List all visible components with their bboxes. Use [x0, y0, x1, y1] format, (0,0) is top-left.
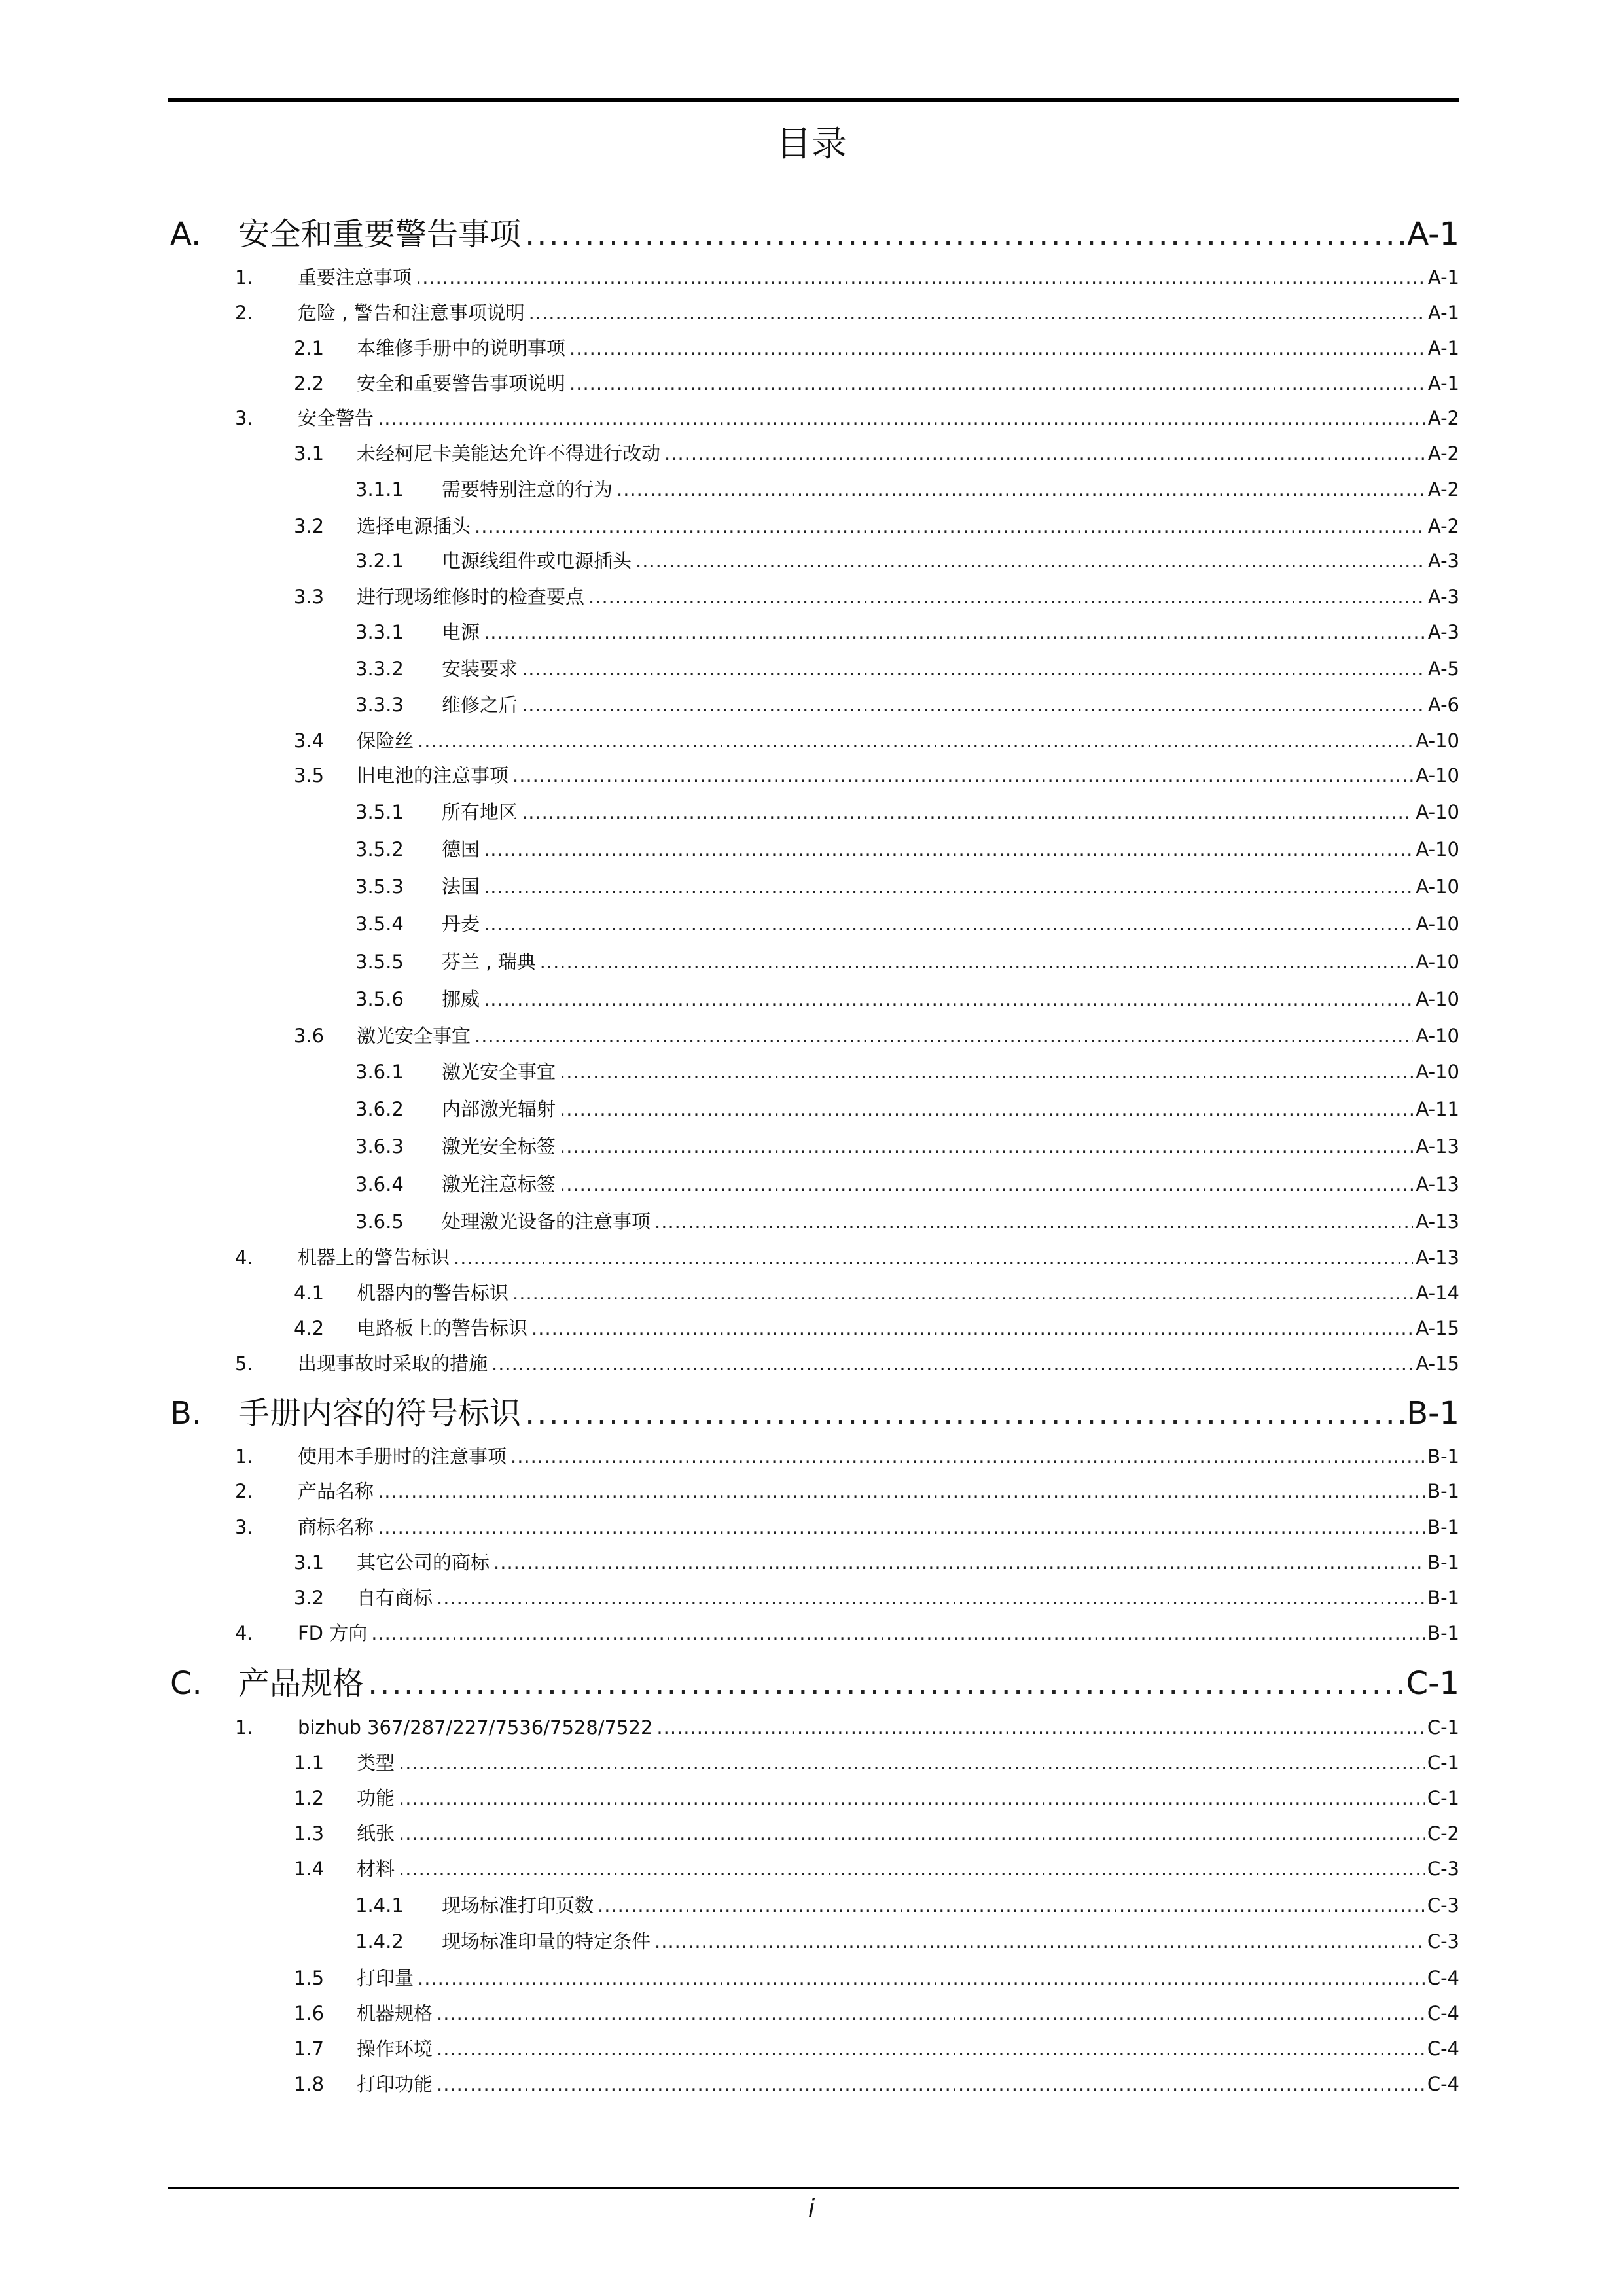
toc-entry-page: A-11	[1416, 1098, 1459, 1120]
toc-entry-page: A-10	[1416, 801, 1459, 823]
toc-entry-title: 旧电池的注意事项	[357, 764, 509, 786]
dot-leader	[597, 1890, 1425, 1921]
toc-entry-page: A-3	[1427, 586, 1459, 608]
toc-entry-page: A-3	[1427, 550, 1459, 572]
toc-entry[interactable]	[168, 1890, 1459, 1921]
toc-entry-page: B-1	[1427, 1587, 1459, 1609]
toc-entry-page: A-10	[1416, 913, 1459, 935]
toc-section-entry[interactable]	[168, 1661, 1459, 1706]
toc-entry-number: 1.3	[294, 1822, 325, 1845]
toc-entry[interactable]	[168, 1962, 1459, 1994]
dot-leader	[437, 2068, 1425, 2100]
dot-leader	[418, 1962, 1425, 1994]
toc-entry[interactable]	[168, 1926, 1459, 1957]
toc-entry-title: 激光安全事宜	[442, 1061, 556, 1083]
toc-entry-page: C-1	[1427, 1716, 1459, 1739]
toc-entry-page: A-15	[1416, 1317, 1459, 1339]
toc-entry-page: A-6	[1427, 694, 1459, 716]
toc-entry-title: 安装要求	[442, 658, 518, 680]
toc-entry-number: 3.5.4	[355, 913, 404, 935]
toc-entry[interactable]	[168, 1782, 1459, 1814]
toc-entry-number: 3.5.1	[355, 801, 404, 823]
toc-entry-page: B-1	[1427, 1480, 1459, 1502]
toc-entry[interactable]	[168, 725, 1459, 756]
toc-entry[interactable]	[168, 946, 1459, 978]
toc-entry-page: A-1	[1427, 337, 1459, 359]
toc-entry[interactable]	[168, 438, 1459, 469]
toc-entry-page: A-13	[1416, 1173, 1459, 1195]
toc-entry-title: 安全和重要警告事项	[238, 216, 522, 253]
toc-entry[interactable]	[168, 653, 1459, 684]
dot-leader	[399, 1818, 1425, 1849]
toc-entry-title: 所有地区	[442, 801, 518, 823]
toc-entry-page: A-3	[1427, 621, 1459, 643]
dot-leader	[437, 1998, 1425, 2029]
toc-entry[interactable]	[168, 1093, 1459, 1125]
toc-entry-title: 安全和重要警告事项说明	[357, 372, 566, 395]
toc-entry-title: 电路板上的警告标识	[357, 1317, 528, 1339]
dot-leader	[560, 1131, 1413, 1162]
dot-leader	[484, 616, 1425, 648]
toc-entry-number: 3.	[235, 407, 253, 429]
toc-entry-page: B-1	[1427, 1445, 1459, 1468]
toc-entry-page: C-1	[1427, 1752, 1459, 1774]
dot-leader	[378, 1475, 1425, 1507]
toc-entry-title: 电源线组件或电源插头	[442, 550, 632, 572]
toc-entry-title: 现场标准印量的特定条件	[442, 1930, 651, 1952]
toc-entry-title: 材料	[357, 1858, 395, 1880]
toc-entry[interactable]	[168, 1582, 1459, 1614]
toc-entry[interactable]	[168, 2068, 1459, 2100]
toc-entry-number: C.	[170, 1665, 202, 1702]
dot-leader	[588, 581, 1425, 612]
toc-entry-number: 1.	[235, 266, 253, 289]
dot-leader	[540, 946, 1414, 978]
toc-entry-page: C-4	[1427, 2073, 1459, 2095]
dot-leader	[399, 1853, 1425, 1884]
dot-leader	[474, 1020, 1413, 1051]
dot-leader	[399, 1747, 1425, 1778]
toc-entry[interactable]	[168, 1747, 1459, 1778]
toc-entry-title: 选择电源插头	[357, 515, 471, 537]
toc-entry-title: 芬兰 , 瑞典	[442, 951, 536, 973]
toc-entry-page: A-2	[1427, 407, 1459, 429]
toc-entry[interactable]	[168, 1131, 1459, 1162]
toc-entry-number: 3.3.1	[355, 621, 404, 643]
toc-entry-number: 3.1	[294, 442, 325, 465]
toc-entry-number: 3.4	[294, 730, 325, 752]
toc-entry[interactable]	[168, 1547, 1459, 1578]
toc-entry-title: 手册内容的符号标识	[238, 1395, 522, 1432]
dot-leader	[437, 1582, 1425, 1614]
toc-entry-title: 激光安全事宜	[357, 1025, 471, 1047]
toc-entry[interactable]	[168, 908, 1459, 940]
toc-entry-number: 1.	[235, 1716, 253, 1739]
toc-section-entry[interactable]	[168, 211, 1459, 257]
toc-entry[interactable]	[168, 983, 1459, 1015]
toc-entry-page: C-3	[1427, 1930, 1459, 1952]
toc-entry-title: 商标名称	[298, 1516, 374, 1538]
toc-entry[interactable]	[168, 1853, 1459, 1884]
toc-entry-title: 机器上的警告标识	[298, 1246, 450, 1269]
toc-entry[interactable]	[168, 1056, 1459, 1087]
toc-entry-page: A-10	[1416, 764, 1459, 786]
dot-leader	[491, 1348, 1413, 1379]
toc-entry-title: 维修之后	[442, 694, 518, 716]
toc-entry-number: 3.5.6	[355, 988, 404, 1010]
toc-entry-number: 3.3	[294, 586, 325, 608]
toc-entry-page: A-13	[1416, 1210, 1459, 1233]
toc-entry-page: A-10	[1416, 730, 1459, 752]
toc-entry-number: 1.	[235, 1445, 253, 1468]
toc-entry[interactable]	[168, 1169, 1459, 1200]
toc-entry[interactable]	[168, 1020, 1459, 1051]
toc-entry-title: 保险丝	[357, 730, 414, 752]
toc-entry-page: A-10	[1416, 1061, 1459, 1083]
toc-entry[interactable]	[168, 545, 1459, 576]
dot-leader	[654, 1206, 1413, 1237]
toc-entry-number: 4.1	[294, 1282, 325, 1304]
toc-entry-page: C-1	[1427, 1787, 1459, 1809]
toc-entry-title: 产品规格	[238, 1665, 365, 1702]
dot-leader	[378, 402, 1425, 434]
dot-leader	[635, 545, 1425, 576]
toc-entry-page: B-1	[1427, 1516, 1459, 1538]
toc-entry-page: A-1	[1427, 372, 1459, 395]
dot-leader	[656, 1712, 1424, 1743]
toc-entry-number: A.	[170, 216, 202, 253]
toc-entry-title: 激光注意标签	[442, 1173, 556, 1195]
dot-leader	[378, 1511, 1425, 1543]
toc-entry-page: A-13	[1416, 1246, 1459, 1269]
toc-entry[interactable]	[168, 402, 1459, 434]
toc-entry[interactable]	[168, 1712, 1459, 1743]
dot-leader	[437, 2033, 1425, 2064]
dot-leader	[560, 1169, 1413, 1200]
dot-leader	[454, 1242, 1413, 1273]
toc-entry-number: 3.6.4	[355, 1173, 404, 1195]
toc-entry[interactable]	[168, 1277, 1459, 1309]
dot-leader	[512, 760, 1413, 791]
toc-entry[interactable]	[168, 1617, 1459, 1649]
toc-entry-number: 3.2	[294, 515, 325, 537]
toc-entry-page: A-2	[1427, 515, 1459, 537]
dot-leader	[512, 1277, 1413, 1309]
toc-entry-page: A-10	[1416, 838, 1459, 860]
dot-leader	[664, 438, 1425, 469]
dot-leader	[522, 796, 1413, 828]
toc-entry-title: 进行现场维修时的检查要点	[357, 586, 585, 608]
toc-entry-title: 操作环境	[357, 2038, 433, 2060]
toc-entry-number: 1.4	[294, 1858, 325, 1880]
toc-entry[interactable]	[168, 297, 1459, 328]
toc-entry[interactable]	[168, 474, 1459, 505]
dot-leader	[416, 262, 1425, 293]
toc-entry-title: 安全警告	[298, 407, 374, 429]
dot-leader	[525, 1390, 1404, 1436]
toc-entry-title: 类型	[357, 1752, 395, 1774]
toc-entry-title: 激光安全标签	[442, 1135, 556, 1157]
toc-entry-number: 3.6.1	[355, 1061, 404, 1083]
toc-entry-page: B-1	[1427, 1622, 1459, 1644]
toc-entry-page: C-4	[1427, 1967, 1459, 1989]
toc-entry-title: 需要特别注意的行为	[442, 478, 613, 501]
toc-entry-title: 产品名称	[298, 1480, 374, 1502]
toc-entry[interactable]	[168, 332, 1459, 364]
toc-entry-title: bizhub 367/287/227/7536/7528/7522	[298, 1716, 653, 1739]
toc-entry-title: 德国	[442, 838, 480, 860]
toc-entry-title: 挪威	[442, 988, 480, 1010]
toc-entry-page: C-3	[1427, 1858, 1459, 1880]
toc-entry-title: 自有商标	[357, 1587, 433, 1609]
toc-entry-number: 3.6.5	[355, 1210, 404, 1233]
toc-entry[interactable]	[168, 1818, 1459, 1849]
toc-entry-number: 4.	[235, 1622, 253, 1644]
dot-leader	[522, 689, 1425, 720]
toc-entry-number: 3.5.2	[355, 838, 404, 860]
page-title: 目录	[776, 123, 847, 164]
toc-entry[interactable]	[168, 1511, 1459, 1543]
dot-leader	[484, 871, 1413, 902]
toc-entry-number: 3.1	[294, 1551, 325, 1574]
toc-entry-title: 机器规格	[357, 2002, 433, 2024]
toc-entry-title: 法国	[442, 875, 480, 898]
dot-leader	[418, 725, 1413, 756]
toc-entry-page: A-10	[1416, 988, 1459, 1010]
dot-leader	[484, 834, 1413, 865]
dot-leader	[522, 653, 1425, 684]
toc-entry-number: 3.6.2	[355, 1098, 404, 1120]
toc-entry-number: 1.2	[294, 1787, 325, 1809]
dot-leader	[510, 1441, 1425, 1472]
toc-entry-page: A-15	[1416, 1352, 1459, 1375]
toc-entry-number: B.	[170, 1395, 202, 1432]
dot-leader	[529, 297, 1425, 328]
toc-entry-page: C-2	[1427, 1822, 1459, 1845]
toc-entry[interactable]	[168, 1475, 1459, 1507]
toc-entry-number: 1.1	[294, 1752, 325, 1774]
toc-entry-number: 4.2	[294, 1317, 325, 1339]
toc-entry-number: 5.	[235, 1352, 253, 1375]
dot-leader	[474, 510, 1425, 542]
toc-entry-page: A-13	[1416, 1135, 1459, 1157]
toc-entry[interactable]	[168, 1242, 1459, 1273]
toc-entry-number: 1.4.2	[355, 1930, 404, 1952]
dot-leader	[560, 1056, 1413, 1087]
toc-entry-page: A-2	[1427, 442, 1459, 465]
dot-leader	[560, 1093, 1413, 1125]
toc-entry[interactable]	[168, 510, 1459, 542]
toc-entry[interactable]	[168, 871, 1459, 902]
toc-entry[interactable]	[168, 1348, 1459, 1379]
toc-entry-number: 1.4.1	[355, 1894, 404, 1916]
toc-entry-number: 4.	[235, 1246, 253, 1269]
toc-entry-number: 3.5.3	[355, 875, 404, 898]
toc-entry[interactable]	[168, 1998, 1459, 2029]
toc-entry-number: 3.3.3	[355, 694, 404, 716]
toc-entry-page: C-1	[1406, 1665, 1459, 1702]
toc-entry-number: 1.6	[294, 2002, 325, 2024]
toc-entry-page: A-10	[1416, 951, 1459, 973]
toc-entry-title: 机器内的警告标识	[357, 1282, 509, 1304]
toc-entry[interactable]	[168, 2033, 1459, 2064]
toc-entry[interactable]	[168, 834, 1459, 865]
dot-leader	[569, 332, 1425, 364]
toc-entry-number: 2.	[235, 302, 253, 324]
toc-entry-title: 功能	[357, 1787, 395, 1809]
toc-entry-number: 3.5.5	[355, 951, 404, 973]
toc-entry[interactable]	[168, 760, 1459, 791]
dot-leader	[484, 983, 1413, 1015]
toc-entry[interactable]	[168, 368, 1459, 399]
toc-entry-page: A-10	[1416, 1025, 1459, 1047]
toc-entry[interactable]	[168, 1441, 1459, 1472]
toc-entry-title: 处理激光设备的注意事项	[442, 1210, 651, 1233]
toc-section-entry[interactable]	[168, 1390, 1459, 1436]
dot-leader	[368, 1661, 1404, 1706]
toc-entry-number: 1.7	[294, 2038, 325, 2060]
toc-entry[interactable]	[168, 1313, 1459, 1344]
toc-entry-title: FD 方向	[298, 1622, 368, 1644]
toc-entry-title: 打印功能	[357, 2073, 433, 2095]
dot-leader	[371, 1617, 1425, 1649]
toc-entry[interactable]	[168, 796, 1459, 828]
toc-entry-number: 3.2	[294, 1587, 325, 1609]
toc-entry[interactable]	[168, 616, 1459, 648]
dot-leader	[399, 1782, 1425, 1814]
toc-entry-page: C-4	[1427, 2038, 1459, 2060]
toc-entry-page: A-1	[1407, 216, 1459, 253]
toc-entry-title: 本维修手册中的说明事项	[357, 337, 566, 359]
toc-entry-page: A-1	[1427, 266, 1459, 289]
dot-leader	[525, 211, 1404, 257]
toc-entry-number: 1.5	[294, 1967, 325, 1989]
toc-entry[interactable]	[168, 262, 1459, 293]
toc-entry-number: 2.1	[294, 337, 325, 359]
toc-entry-title: 纸张	[357, 1822, 395, 1845]
page-number: i	[808, 2194, 815, 2223]
dot-leader	[531, 1313, 1413, 1344]
toc-entry-page: A-1	[1427, 302, 1459, 324]
toc-entry-number: 3.3.2	[355, 658, 404, 680]
toc-entry-page: A-10	[1416, 875, 1459, 898]
toc-entry[interactable]	[168, 581, 1459, 612]
toc-entry-title: 危险 , 警告和注意事项说明	[298, 302, 525, 324]
dot-leader	[569, 368, 1425, 399]
toc-entry-title: 使用本手册时的注意事项	[298, 1445, 507, 1468]
toc-entry-page: C-4	[1427, 2002, 1459, 2024]
toc-entry-number: 3.5	[294, 764, 325, 786]
toc-entry-number: 3.2.1	[355, 550, 404, 572]
header-rule	[168, 98, 1459, 102]
dot-leader	[654, 1926, 1425, 1957]
toc-entry-title: 重要注意事项	[298, 266, 412, 289]
toc-entry[interactable]	[168, 689, 1459, 720]
toc-entry-number: 1.8	[294, 2073, 325, 2095]
dot-leader	[616, 474, 1425, 505]
footer-rule	[168, 2187, 1459, 2189]
toc-entry-title: 丹麦	[442, 913, 480, 935]
toc-entry-title: 打印量	[357, 1967, 414, 1989]
toc-entry-page: A-5	[1427, 658, 1459, 680]
toc-entry-title: 未经柯尼卡美能达允许不得进行改动	[357, 442, 661, 465]
toc-entry-title: 内部激光辐射	[442, 1098, 556, 1120]
toc-entry[interactable]	[168, 1206, 1459, 1237]
toc-entry-number: 3.	[235, 1516, 253, 1538]
toc-entry-page: B-1	[1406, 1395, 1459, 1432]
toc-entry-page: A-2	[1427, 478, 1459, 501]
toc-entry-title: 现场标准打印页数	[442, 1894, 594, 1916]
toc-entry-page: A-14	[1416, 1282, 1459, 1304]
toc-entry-title: 电源	[442, 621, 480, 643]
toc-entry-number: 3.6	[294, 1025, 325, 1047]
toc-entry-page: C-3	[1427, 1894, 1459, 1916]
dot-leader	[484, 908, 1413, 940]
toc-entry-title: 出现事故时采取的措施	[298, 1352, 488, 1375]
toc-entry-number: 2.	[235, 1480, 253, 1502]
toc-entry-title: 其它公司的商标	[357, 1551, 490, 1574]
toc-entry-number: 3.1.1	[355, 478, 404, 501]
toc-entry-number: 3.6.3	[355, 1135, 404, 1157]
dot-leader	[493, 1547, 1425, 1578]
toc-entry-number: 2.2	[294, 372, 325, 395]
toc-entry-page: B-1	[1427, 1551, 1459, 1574]
